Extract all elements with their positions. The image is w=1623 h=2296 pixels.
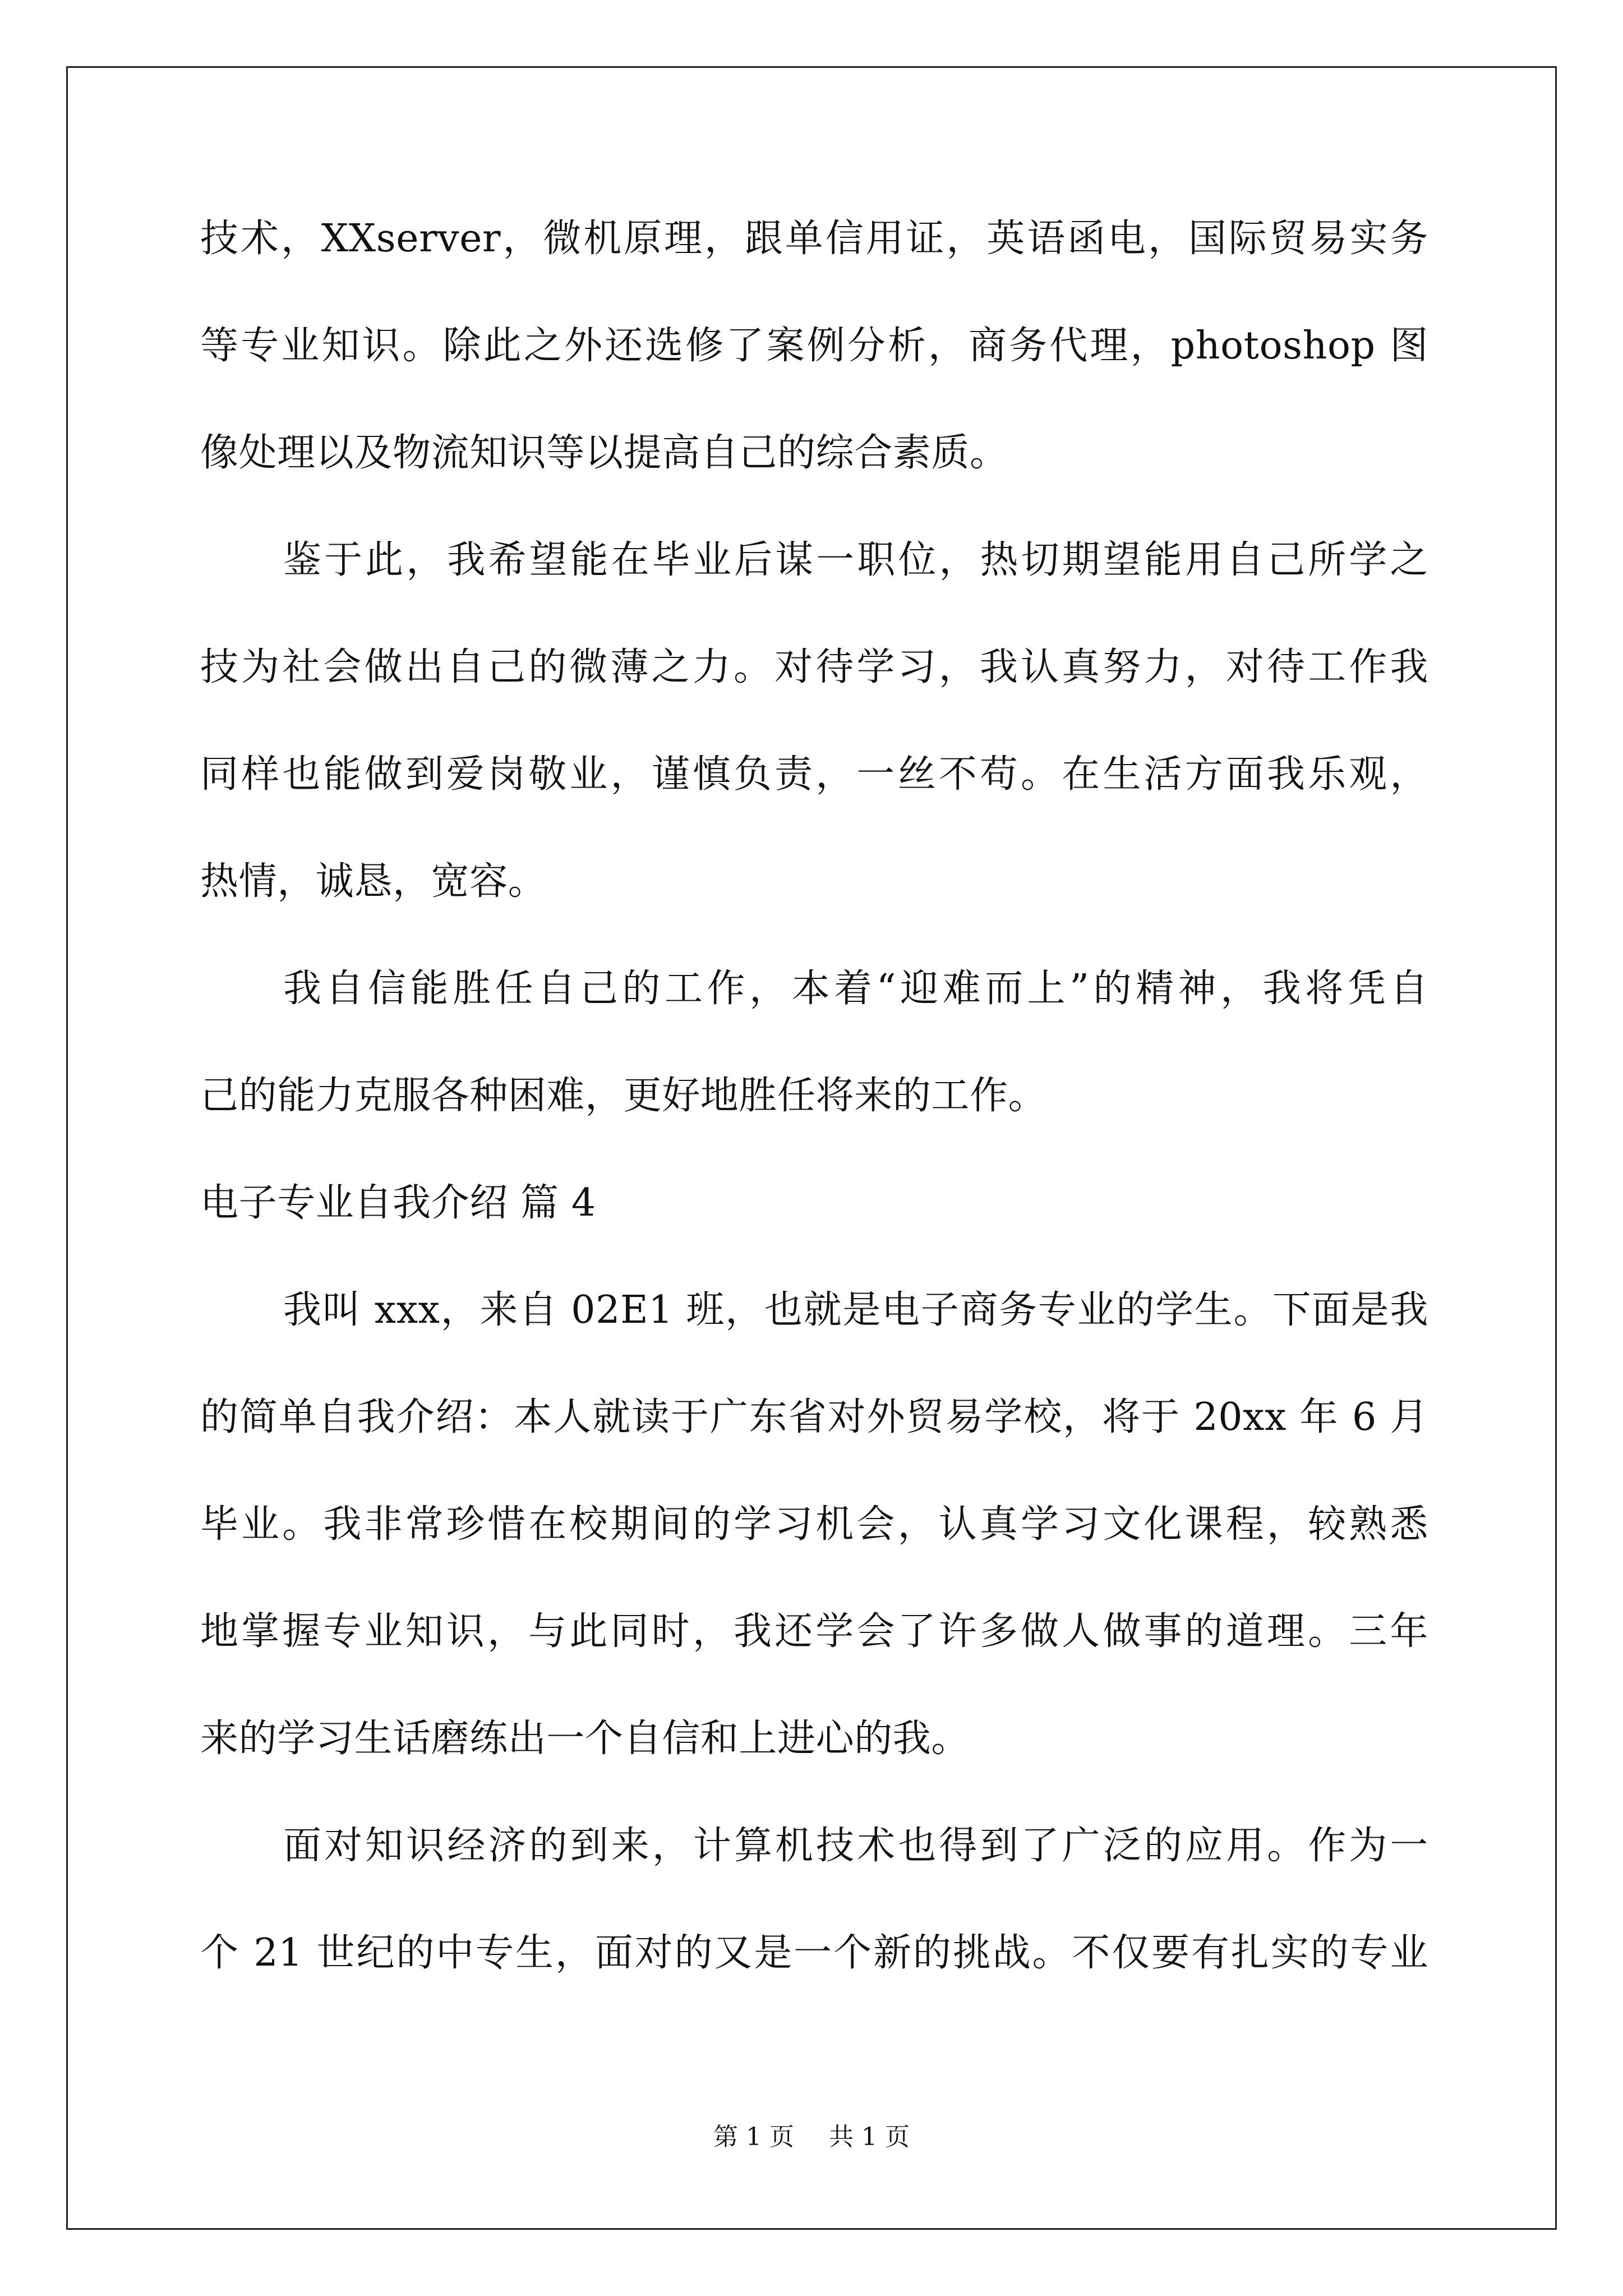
text-line: 己的能力克服各种困难，更好地胜任将来的工作。 [200,1074,1047,1118]
text-line: 的简单自我介绍：本人就读于广东省对外贸易学校，将于 20xx 年 6 月 [200,1395,1428,1439]
text-line: 技术，XXserver，微机原理，跟单信用证，英语函电，国际贸易实务 [200,217,1428,261]
text-line: 鉴于此，我希望能在毕业后谋一职位，热切期望能用自己所学之 [283,538,1428,582]
page-number-total: 共 1 页 [829,2123,910,2151]
text-line: 来的学习生话磨练出一个自信和上进心的我。 [200,1717,970,1761]
text-line: 我自信能胜任自己的工作，本着“迎难而上”的精神，我将凭自 [283,967,1428,1011]
section-heading: 电子专业自我介绍 篇 4 [200,1181,596,1225]
text-line: 个 21 世纪的中专生，面对的又是一个新的挑战。不仅要有扎实的专业 [200,1931,1428,1975]
page-number-current: 第 1 页 [713,2123,794,2151]
text-line: 地掌握专业知识，与此同时，我还学会了许多做人做事的道理。三年 [200,1609,1428,1654]
page-footer [0,2125,1623,2150]
text-line: 面对知识经济的到来，计算机技术也得到了广泛的应用。作为一 [283,1824,1428,1868]
document-body [200,217,1428,2041]
text-line: 同样也能做到爱岗敬业，谨慎负责，一丝不苟。在生活方面我乐观， [200,752,1428,797]
text-line: 毕业。我非常珍惜在校期间的学习机会，认真学习文化课程，较熟悉 [200,1502,1428,1547]
text-line: 热情，诚恳，宽容。 [200,859,547,904]
text-line: 等专业知识。除此之外还选修了案例分析，商务代理，photoshop 图 [200,324,1428,368]
text-line: 技为社会做出自己的微薄之力。对待学习，我认真努力，对待工作我 [200,645,1428,689]
text-line: 我叫 xxx，来自 02E1 班，也就是电子商务专业的学生。下面是我 [283,1288,1428,1332]
text-line: 像处理以及物流知识等以提高自己的综合素质。 [200,431,1008,475]
